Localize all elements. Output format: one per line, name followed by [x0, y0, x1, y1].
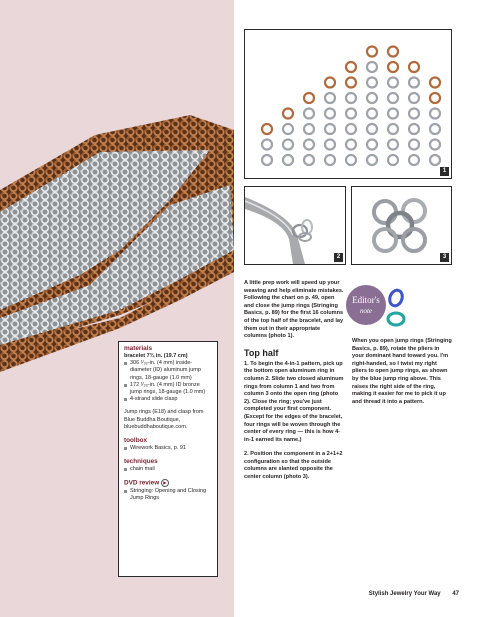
section-heading: Top half: [244, 347, 279, 358]
photo-panel-1: [244, 29, 452, 179]
aluminum-jump-ring: [262, 155, 272, 165]
intro-paragraph: A little prep work will speed up your weaving and help eliminate mistakes. Following the chart on p. 49, open and close the jump rings (Stringing Basics, p. 89) for the first 16 columns of the top half of the bracelet, and lay them out in their appropriate columns (photo 1).: [244, 280, 344, 340]
aluminum-jump-ring: [388, 155, 398, 165]
editors-note-graphic: [346, 281, 406, 331]
step-2: 2. Position the component in a 2+1+2 configuration so that the outside columns are slanted opposite the center column (photo 3).: [244, 451, 343, 481]
aluminum-jump-ring: [430, 140, 440, 150]
bronze-jump-ring: [430, 78, 440, 88]
pliers-photo: [245, 187, 345, 264]
bronze-jump-ring: [388, 47, 398, 57]
editors-label: Editor's: [352, 295, 380, 305]
aluminum-jump-ring: [325, 109, 335, 119]
photo-number: 1: [440, 167, 449, 176]
bronze-jump-ring: [325, 78, 335, 88]
toolbox-heading: toolbox: [124, 437, 148, 445]
list-item: Wirework Basics, p. 91: [124, 445, 212, 452]
aluminum-jump-ring: [325, 140, 335, 150]
aluminum-jump-ring: [409, 140, 419, 150]
note-label: note: [359, 307, 373, 315]
aluminum-jump-ring: [430, 155, 440, 165]
aluminum-jump-ring: [367, 93, 377, 103]
aluminum-jump-ring: [283, 140, 293, 150]
aluminum-jump-ring: [283, 155, 293, 165]
page-number: 47: [452, 591, 459, 597]
bronze-jump-ring: [283, 109, 293, 119]
list-item: Stringing: Opening and Closing Jump Rings: [124, 488, 212, 502]
photo-panel-3: [351, 186, 452, 265]
bronze-jump-ring: [367, 47, 377, 57]
bronze-jump-ring: [388, 62, 398, 72]
aluminum-jump-ring: [304, 124, 314, 134]
footer-title: Stylish Jewelry Your Way: [368, 591, 441, 597]
list-item: 4-strand slide clasp: [124, 396, 212, 403]
aluminum-jump-ring: [346, 140, 356, 150]
aluminum-jump-ring: [367, 155, 377, 165]
list-item: 306 ¹⁄₃₂-in. (4 mm) inside-diameter (ID) aluminum jump rings, 18-gauge (1.0 mm): [124, 360, 212, 382]
step-1: 1. To begin the 4-in-1 pattern, pick up the bottom open aluminum ring in column 2. Slide two closed aluminum rings from column 1 and two from column 3 onto the open ring (photo 2). Close the ring; you've just completed your first component. (Except for the edges of the bracelet, four rings will be woven through the center of every ring — this is how 4-in-1 earned its name.): [244, 360, 344, 443]
source-note: Jump rings (E18) and clasp from Blue Buddha Boutique, bluebuddhaboutique.com.: [124, 409, 204, 430]
aluminum-jump-ring: [388, 93, 398, 103]
bronze-jump-ring: [304, 93, 314, 103]
aluminum-jump-ring: [304, 109, 314, 119]
list-item: chain mail: [124, 466, 212, 473]
aluminum-jump-ring: [304, 155, 314, 165]
editors-note-text: When you open jump rings (Stringing Basics, p. 89), rotate the pliers in your dominant hand toward you. I'm right-handed, so I twist my right pliers to open jump rings, as shown by the blue jump ring above. This raises the right side of the ring, making it easier for me to pick it up and thread it into a pattern.: [352, 338, 452, 405]
aluminum-jump-ring: [304, 140, 314, 150]
dvd-heading: DVD review ▶: [124, 479, 212, 488]
aluminum-jump-ring: [346, 93, 356, 103]
bronze-jump-ring: [346, 78, 356, 88]
techniques-heading: techniques: [124, 458, 158, 466]
photo-number: 2: [334, 253, 343, 262]
aluminum-jump-ring: [325, 124, 335, 134]
toolbox-section: [124, 437, 212, 452]
aluminum-jump-ring: [388, 78, 398, 88]
aluminum-jump-ring: [388, 124, 398, 134]
editors-note-badge: [346, 281, 406, 331]
component-photo: [352, 187, 451, 264]
aluminum-jump-ring: [367, 109, 377, 119]
aluminum-jump-ring: [409, 109, 419, 119]
aluminum-jump-ring: [262, 140, 272, 150]
materials-heading: materials: [124, 345, 153, 352]
aluminum-jump-ring: [388, 109, 398, 119]
photo-panel-2: [244, 186, 346, 265]
photo-number: 3: [440, 253, 449, 262]
aluminum-jump-ring: [388, 140, 398, 150]
aluminum-jump-ring: [367, 62, 377, 72]
play-icon: ▶: [161, 479, 169, 487]
aluminum-jump-ring: [367, 78, 377, 88]
jump-rings-layout: [245, 30, 451, 178]
bracelet-size: bracelet 7¾ in. (19.7 cm): [124, 353, 188, 359]
aluminum-jump-ring: [367, 124, 377, 134]
techniques-section: [124, 458, 212, 473]
aluminum-jump-ring: [430, 124, 440, 134]
dvd-section: [124, 479, 212, 502]
page-footer: [359, 591, 459, 597]
bronze-jump-ring: [262, 124, 272, 134]
aluminum-jump-ring: [346, 155, 356, 165]
materials-section: [124, 345, 212, 403]
aluminum-jump-ring: [283, 124, 293, 134]
aluminum-jump-ring: [409, 93, 419, 103]
aluminum-jump-ring: [409, 124, 419, 134]
aluminum-jump-ring: [325, 93, 335, 103]
aluminum-jump-ring: [430, 109, 440, 119]
bronze-jump-ring: [409, 62, 419, 72]
materials-sidebar: [118, 341, 218, 577]
materials-list: [124, 360, 212, 403]
aluminum-jump-ring: [346, 109, 356, 119]
aluminum-jump-ring: [325, 155, 335, 165]
bronze-jump-ring: [346, 62, 356, 72]
list-item: 172 ¹⁄₃₂-in. (4 mm) ID bronze jump rings, 18-gauge (1.0 mm): [124, 382, 212, 396]
aluminum-jump-ring: [346, 124, 356, 134]
instructions-column: [244, 280, 344, 489]
aluminum-jump-ring: [409, 78, 419, 88]
aluminum-jump-ring: [409, 155, 419, 165]
bronze-jump-ring: [430, 93, 440, 103]
aluminum-jump-ring: [367, 140, 377, 150]
